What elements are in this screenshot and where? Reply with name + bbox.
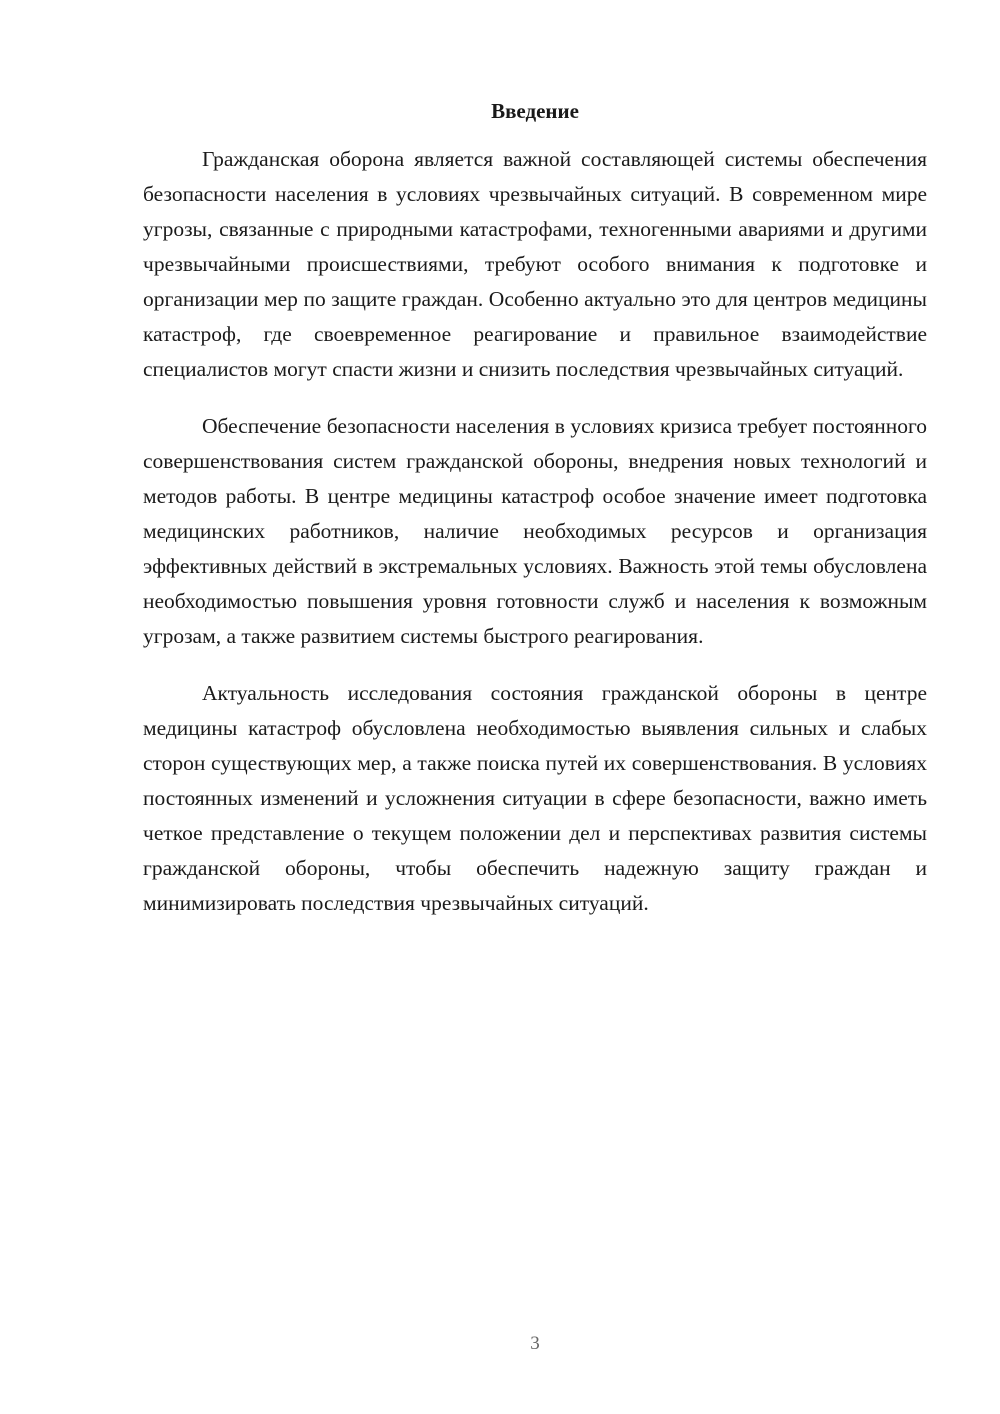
page-number: 3 xyxy=(530,1333,540,1354)
paragraph-3: Актуальность исследования состояния гражданской обороны в центре медицины катастроф обусловлена необходимостью выявления сильных и слабых сторон существующих мер, а также поиска путей их совершенствования. В условиях постоянных изменений и усложнения ситуации в сфере безопасности, важно иметь четкое представление о текущем положении дел и перспективах развития системы гражданской обороны, чтобы обеспечить надежную защиту граждан и минимизировать последствия чрезвычайных ситуаций. xyxy=(143,681,927,915)
paragraph-2: Обеспечение безопасности населения в условиях кризиса требует постоянного совершенствования систем гражданской обороны, внедрения новых технологий и методов работы. В центре медицины катастроф особое значение имеет подготовка медицинских работников, наличие необходимых ресурсов и организация эффективных действий в экстремальных условиях. Важность этой темы обусловлена необходимостью повышения уровня готовности служб и населения к возможным угрозам, а также развитием системы быстрого реагирования. xyxy=(143,414,927,648)
paragraph-1: Гражданская оборона является важной составляющей системы обеспечения безопасности населения в условиях чрезвычайных ситуаций. В современном мире угрозы, связанные с природными катастрофами, техногенными авариями и другими чрезвычайными происшествиями, требуют особого внимания к подготовке и организации мер по защите граждан. Особенно актуально это для центров медицины катастроф, где своевременное реагирование и правильное взаимодействие специалистов могут спасти жизни и снизить последствия чрезвычайных ситуаций. xyxy=(143,147,927,381)
section-title: Введение xyxy=(491,99,579,123)
section-body xyxy=(143,142,927,943)
